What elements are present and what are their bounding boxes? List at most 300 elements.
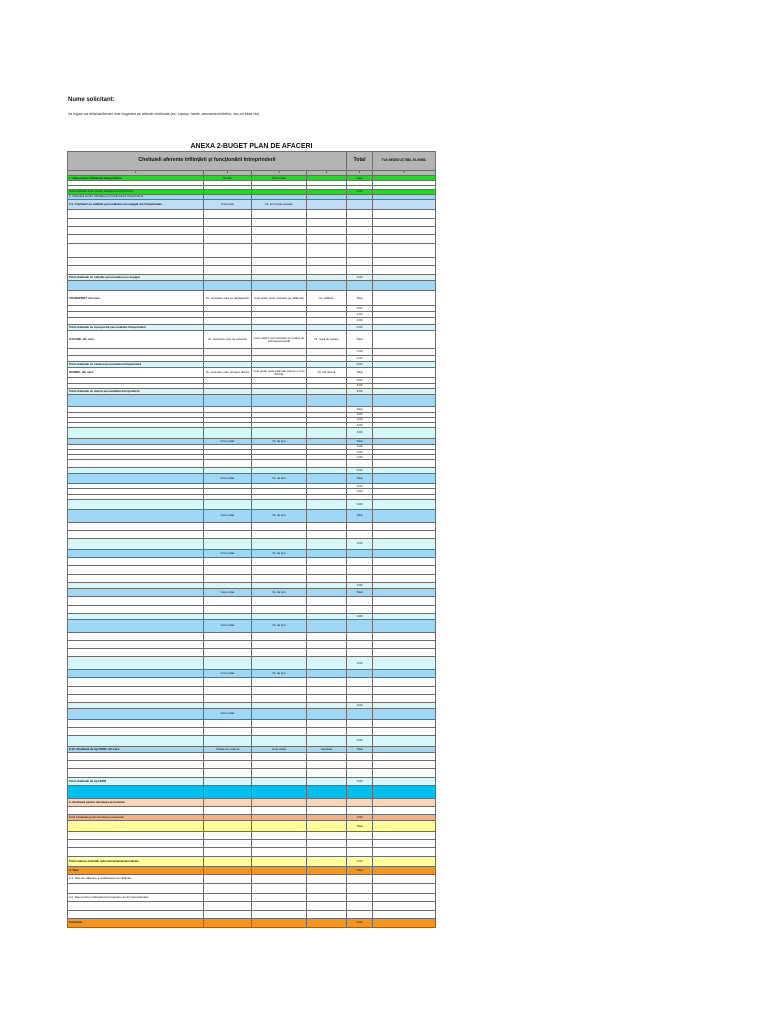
- row-label: Total cheltuieli cu transportul personalului întreprinderii: [68, 324, 204, 330]
- row-quantity: [307, 640, 347, 648]
- row-label: [68, 266, 204, 274]
- row-quantity: Nr. zile diurnă: [307, 368, 347, 378]
- row-total: Total: [347, 473, 373, 483]
- table-row: [68, 728, 436, 736]
- table-row: [68, 657, 436, 669]
- row-label: [68, 821, 204, 831]
- row-total: Total: [347, 368, 373, 378]
- row-total: 0.00: [347, 305, 373, 311]
- table-row: [68, 831, 436, 839]
- row-total: 0.00: [347, 312, 373, 318]
- row-total: Total: [347, 438, 373, 444]
- row-label: [68, 678, 204, 686]
- row-count: [204, 522, 252, 530]
- row-count: Cost unitar: [204, 438, 252, 444]
- row-count: [204, 395, 252, 407]
- row-quantity: [307, 473, 347, 483]
- row-label: [68, 786, 204, 798]
- row-unit-cost: [252, 597, 307, 605]
- row-total: [347, 640, 373, 648]
- table-row: [68, 893, 436, 901]
- table-row: [68, 709, 436, 719]
- row-quantity: [307, 678, 347, 686]
- row-unit-cost: [252, 649, 307, 657]
- header-total: Total: [347, 152, 373, 171]
- table-row: [68, 777, 436, 785]
- row-quantity: [307, 574, 347, 582]
- row-label: [68, 473, 204, 483]
- row-total: Total: [347, 746, 373, 752]
- table-row: [68, 499, 436, 509]
- row-unit-cost: [252, 918, 307, 927]
- row-vat: [373, 510, 436, 522]
- row-total: [347, 883, 373, 893]
- row-total: [347, 227, 373, 235]
- row-total: 0.00: [347, 318, 373, 324]
- row-vat: [373, 530, 436, 538]
- budget-table: [67, 151, 436, 928]
- row-unit-cost: Cost unitar (cost estimativ pe noapte de cazare/persoană): [252, 330, 307, 349]
- row-total: [347, 210, 373, 218]
- table-header-row: [68, 152, 436, 171]
- row-unit-cost: Nr. de luni: [252, 510, 307, 522]
- row-unit-cost: [252, 605, 307, 613]
- row-total: [347, 266, 373, 274]
- row-count: Nr. persoane care se cazează: [204, 330, 252, 349]
- row-total: [347, 574, 373, 582]
- row-total: [347, 218, 373, 226]
- row-total: [347, 605, 373, 613]
- row-vat: [373, 574, 436, 582]
- row-vat: [373, 657, 436, 669]
- row-total: [347, 649, 373, 657]
- row-unit-cost: Nr. de luni: [252, 473, 307, 483]
- row-total: [347, 686, 373, 694]
- row-vat: [373, 910, 436, 918]
- row-vat: [373, 522, 436, 530]
- row-vat: [373, 786, 436, 798]
- row-total: Total: [347, 510, 373, 522]
- row-total: 0.00: [347, 777, 373, 785]
- row-label: 1. Taxe pentru înfiinţarea întreprinderii: [68, 176, 204, 181]
- row-vat: [373, 597, 436, 605]
- row-vat: [373, 694, 436, 702]
- row-count: [204, 848, 252, 856]
- row-unit-cost: [252, 769, 307, 777]
- row-unit-cost: [252, 848, 307, 856]
- row-total: 0.00: [347, 657, 373, 669]
- row-total: 0.00: [347, 274, 373, 280]
- row-label: [68, 243, 204, 258]
- row-vat: [373, 227, 436, 235]
- row-unit-cost: [252, 632, 307, 640]
- table-row: [68, 522, 436, 530]
- table-row: [68, 395, 436, 407]
- row-unit-cost: [252, 574, 307, 582]
- row-quantity: [307, 620, 347, 632]
- table-row: [68, 769, 436, 777]
- row-vat: [373, 566, 436, 574]
- row-total: 0.00: [347, 349, 373, 355]
- row-quantity: [307, 769, 347, 777]
- row-count: Cost unitar: [204, 620, 252, 632]
- row-total: [347, 235, 373, 243]
- row-total: 0.00: [347, 378, 373, 383]
- row-quantity: [307, 227, 347, 235]
- row-vat: [373, 460, 436, 467]
- table-row: [68, 210, 436, 218]
- row-vat: [373, 918, 436, 927]
- row-total: [347, 460, 373, 467]
- row-label: [68, 605, 204, 613]
- row-vat: [373, 902, 436, 910]
- row-total: [347, 678, 373, 686]
- row-quantity: [307, 806, 347, 814]
- row-quantity: [307, 786, 347, 798]
- row-unit-cost: [252, 258, 307, 266]
- row-label: [68, 669, 204, 677]
- col-number: 5: [347, 171, 373, 176]
- row-quantity: Nr. călătorii: [307, 291, 347, 306]
- row-unit-cost: [252, 856, 307, 866]
- row-vat: [373, 605, 436, 613]
- row-unit-cost: Cost unitar: [252, 746, 307, 752]
- row-unit-cost: [252, 883, 307, 893]
- row-count: Cost unitar: [204, 589, 252, 597]
- row-count: [204, 530, 252, 538]
- row-count: [204, 605, 252, 613]
- header-description: Cheltuieli aferente înfiinţării şi funcţionării întreprinderii: [68, 152, 347, 171]
- row-count: [204, 736, 252, 746]
- row-total: [347, 620, 373, 632]
- row-quantity: [307, 848, 347, 856]
- row-label: [68, 280, 204, 290]
- row-count: [204, 840, 252, 848]
- table-row: [68, 902, 436, 910]
- row-total: [347, 902, 373, 910]
- row-total: [347, 243, 373, 258]
- row-label: [68, 227, 204, 235]
- row-total: [347, 875, 373, 883]
- row-vat: [373, 806, 436, 814]
- row-vat: [373, 848, 436, 856]
- row-total: Total: [347, 407, 373, 412]
- row-total: [347, 840, 373, 848]
- row-count: [204, 280, 252, 290]
- row-quantity: [307, 258, 347, 266]
- row-unit-cost: [252, 719, 307, 727]
- table-row: [68, 530, 436, 538]
- row-count: [204, 235, 252, 243]
- row-total: [347, 280, 373, 290]
- row-quantity: [307, 866, 347, 874]
- row-label: Total valoare activitati subcontractate/externalizate: [68, 856, 204, 866]
- row-quantity: [307, 210, 347, 218]
- row-unit-cost: [252, 539, 307, 549]
- table-row: [68, 669, 436, 677]
- row-quantity: [307, 530, 347, 538]
- row-total: 0.00: [347, 918, 373, 927]
- row-count: [204, 856, 252, 866]
- row-vat: [373, 258, 436, 266]
- row-vat: [373, 280, 436, 290]
- table-row: [68, 875, 436, 883]
- row-total: [347, 752, 373, 760]
- row-label: 4.2. Taxe pentru participarea la programe de formare/educaţie: [68, 893, 204, 901]
- table-row: [68, 632, 436, 640]
- row-count: [204, 243, 252, 258]
- row-count: [204, 752, 252, 760]
- row-vat: [373, 499, 436, 509]
- row-unit-cost: [252, 499, 307, 509]
- row-label: Total cheltuieli Taxe pentru înfiinţarea întreprinderii: [68, 189, 204, 194]
- row-quantity: [307, 549, 347, 557]
- row-label: [68, 686, 204, 694]
- row-total: 0.00: [347, 539, 373, 549]
- row-label: [68, 840, 204, 848]
- row-label: Total Cheltuieli pentru derularea proiectului: [68, 815, 204, 821]
- row-vat: [373, 678, 436, 686]
- row-unit-cost: [252, 728, 307, 736]
- row-quantity: [307, 566, 347, 574]
- row-unit-cost: [252, 428, 307, 438]
- table-row: [68, 460, 436, 467]
- row-count: [204, 866, 252, 874]
- row-quantity: [307, 266, 347, 274]
- row-count: [204, 728, 252, 736]
- table-row: [68, 620, 436, 632]
- row-vat: [373, 856, 436, 866]
- row-vat: [373, 866, 436, 874]
- row-label: [68, 848, 204, 856]
- table-row: [68, 566, 436, 574]
- row-label: [68, 694, 204, 702]
- row-unit-cost: [252, 243, 307, 258]
- row-count: Cost unitar: [204, 549, 252, 557]
- row-count: [204, 875, 252, 883]
- row-label: [68, 566, 204, 574]
- table-row: [68, 719, 436, 727]
- row-total: [347, 200, 373, 210]
- row-vat: [373, 235, 436, 243]
- row-unit-cost: [252, 831, 307, 839]
- row-quantity: [307, 235, 347, 243]
- row-label: [68, 218, 204, 226]
- row-label: [68, 530, 204, 538]
- table-row: [68, 678, 436, 686]
- row-unit-cost: [252, 678, 307, 686]
- row-count: Cost unitar: [204, 709, 252, 719]
- row-total: Total: [347, 291, 373, 306]
- row-count: Nr. persoane care se deplasează: [204, 291, 252, 306]
- row-vat: [373, 821, 436, 831]
- row-label: 3. Cheltuieli pentru derularea proiectului: [68, 798, 204, 806]
- row-total: [347, 530, 373, 538]
- row-quantity: [307, 499, 347, 509]
- row-label: [68, 902, 204, 910]
- row-vat: [373, 549, 436, 557]
- row-label: [68, 728, 204, 736]
- row-label: [68, 574, 204, 582]
- row-quantity: [307, 243, 347, 258]
- row-unit-cost: [252, 557, 307, 565]
- row-vat: [373, 736, 436, 746]
- row-count: [204, 597, 252, 605]
- row-count: Cost unitar: [204, 510, 252, 522]
- row-total: [347, 848, 373, 856]
- row-total: 0.00: [347, 455, 373, 460]
- row-unit-cost: [252, 902, 307, 910]
- row-unit-cost: Cost unitar (cost estimativ pe călătorie): [252, 291, 307, 306]
- row-quantity: [307, 777, 347, 785]
- row-quantity: [307, 709, 347, 719]
- row-count: [204, 539, 252, 549]
- row-count: [204, 428, 252, 438]
- row-label: [68, 806, 204, 814]
- row-unit-cost: Nr. de luni: [252, 589, 307, 597]
- row-total: 0.00: [347, 417, 373, 422]
- col-number: 4: [307, 171, 347, 176]
- row-quantity: [307, 200, 347, 210]
- row-total: [347, 893, 373, 901]
- table-row: [68, 686, 436, 694]
- row-quantity: [307, 918, 347, 927]
- row-label: [68, 736, 204, 746]
- row-quantity: [307, 856, 347, 866]
- table-row: [68, 821, 436, 831]
- row-total: [347, 709, 373, 719]
- row-count: [204, 266, 252, 274]
- table-row: [68, 736, 436, 746]
- row-label: [68, 910, 204, 918]
- row-label: Total cheltuieli de tip FEDR: [68, 777, 204, 785]
- row-total: Total: [347, 330, 373, 349]
- row-count: [204, 719, 252, 727]
- row-total: Total: [347, 589, 373, 597]
- row-unit-cost: Nr. de luni: [252, 549, 307, 557]
- row-count: [204, 218, 252, 226]
- row-total: [347, 258, 373, 266]
- row-total: 0.00: [347, 489, 373, 494]
- row-label: [68, 597, 204, 605]
- row-unit-cost: [252, 522, 307, 530]
- row-count: [204, 460, 252, 467]
- row-vat: [373, 752, 436, 760]
- row-label: 2.12. Cheltuieli de tip FEDR, din care:: [68, 746, 204, 752]
- row-total: 0.00: [347, 582, 373, 588]
- row-label: [68, 883, 204, 893]
- col-number: 1: [68, 171, 204, 176]
- table-row: [68, 640, 436, 648]
- row-vat: [373, 200, 436, 210]
- row-unit-cost: [252, 761, 307, 769]
- row-vat: [373, 243, 436, 258]
- table-row: [68, 574, 436, 582]
- row-total: 0.00: [347, 815, 373, 821]
- row-vat: [373, 669, 436, 677]
- col-number: 3: [252, 171, 307, 176]
- row-total: Total: [347, 821, 373, 831]
- row-label: [68, 522, 204, 530]
- row-total: 0.00: [347, 428, 373, 438]
- table-row: [68, 848, 436, 856]
- row-quantity: Nr. nopţi de cazare: [307, 330, 347, 349]
- row-total: 0.00: [347, 388, 373, 394]
- row-total: [347, 769, 373, 777]
- row-unit-cost: [252, 218, 307, 226]
- row-vat: [373, 686, 436, 694]
- row-quantity: [307, 510, 347, 522]
- row-count: [204, 258, 252, 266]
- row-count: [204, 686, 252, 694]
- table-row: [68, 218, 436, 226]
- row-label: Total cheltuieli cu cazarea personalului întreprinderii: [68, 361, 204, 367]
- table-row: [68, 589, 436, 597]
- table-row: [68, 605, 436, 613]
- row-quantity: [307, 821, 347, 831]
- row-unit-cost: [252, 752, 307, 760]
- row-quantity: [307, 522, 347, 530]
- row-quantity: [307, 657, 347, 669]
- row-vat: [373, 368, 436, 378]
- row-unit-cost: [252, 840, 307, 848]
- row-quantity: [307, 218, 347, 226]
- row-total: 0.00: [347, 703, 373, 709]
- row-vat: [373, 640, 436, 648]
- row-total: 0.00: [347, 361, 373, 367]
- row-unit-cost: [252, 227, 307, 235]
- row-unit-cost: [252, 266, 307, 274]
- row-total: [347, 632, 373, 640]
- table-row: [68, 918, 436, 927]
- row-count: [204, 649, 252, 657]
- table-row: [68, 557, 436, 565]
- row-quantity: [307, 280, 347, 290]
- table-row: [68, 330, 436, 349]
- row-quantity: [307, 902, 347, 910]
- row-count: [204, 499, 252, 509]
- row-quantity: [307, 597, 347, 605]
- row-label: [68, 709, 204, 719]
- row-count: [204, 761, 252, 769]
- row-unit-cost: [252, 395, 307, 407]
- row-unit-cost: [252, 866, 307, 874]
- row-vat: [373, 875, 436, 883]
- row-quantity: [307, 719, 347, 727]
- row-label: CAZARE, din care:: [68, 330, 204, 349]
- table-row: [68, 798, 436, 806]
- row-count: [204, 902, 252, 910]
- row-total: [347, 761, 373, 769]
- row-unit-cost: [252, 686, 307, 694]
- row-count: Cost lunar: [204, 200, 252, 210]
- table-row: [68, 539, 436, 549]
- row-quantity: [307, 460, 347, 467]
- row-vat: [373, 620, 436, 632]
- row-quantity: [307, 395, 347, 407]
- row-vat: [373, 649, 436, 657]
- row-unit-cost: Nr. luni implementare: [252, 200, 307, 210]
- row-vat: [373, 291, 436, 306]
- row-vat: [373, 589, 436, 597]
- row-total: 0.00: [347, 450, 373, 455]
- table-row: [68, 227, 436, 235]
- table-row: [68, 883, 436, 893]
- row-count: Nr. persoane care primesc diurnă: [204, 368, 252, 378]
- row-label: [68, 769, 204, 777]
- row-count: [204, 678, 252, 686]
- row-total: [347, 597, 373, 605]
